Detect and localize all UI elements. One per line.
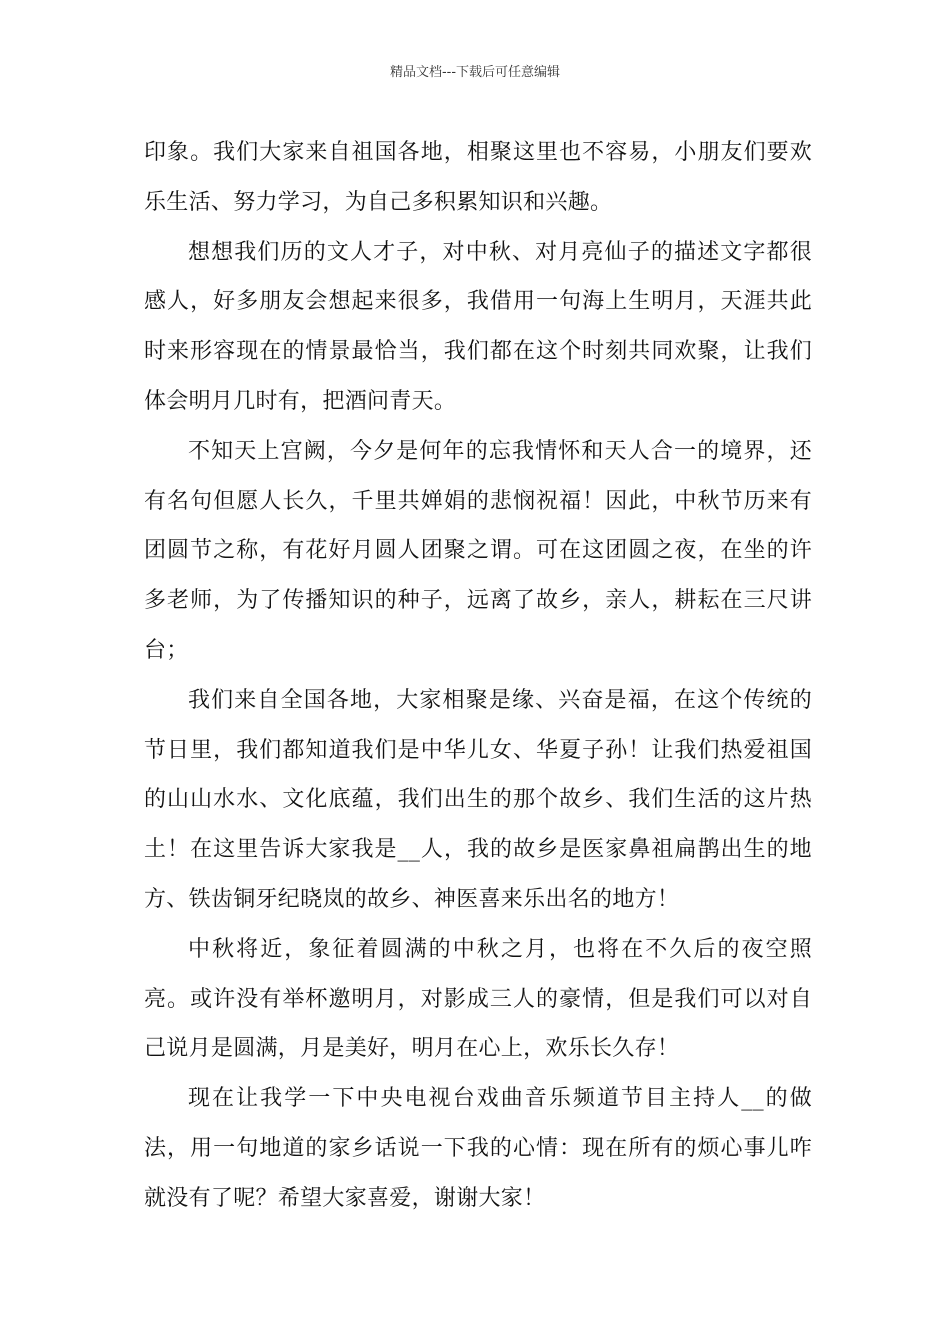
paragraph-5: 中秋将近，象征着圆满的中秋之月，也将在不久后的夜空照亮。或许没有举杯邀明月，对影成三人的豪情，但是我们可以对自己说月是圆满，月是美好，明月在心上，欢乐长久存！ [144, 936, 812, 1062]
body-text [144, 128, 812, 1224]
paragraph-2: 想想我们历的文人才子，对中秋、对月亮仙子的描述文字都很感人，好多朋友会想起来很多，我借用一句海上生明月，天涯共此时来形容现在的情景最恰当，我们都在这个时刻共同欢聚，让我们体会明月几时有，把酒问青天。 [144, 239, 812, 414]
paragraph-6: 现在让我学一下中央电视台戏曲音乐频道节目主持人__的做法，用一句地道的家乡话说一下我的心情：现在所有的烦心事儿咋就没有了呢？希望大家喜爱，谢谢大家！ [144, 1086, 812, 1211]
paragraph-4: 我们来自全国各地，大家相聚是缘、兴奋是福，在这个传统的节日里，我们都知道我们是中华儿女、华夏子孙！让我们热爱祖国的山山水水、文化底蕴，我们出生的那个故乡、我们生活的这片热土！在这里告诉大家我是__人，我的故乡是医家鼻祖扁鹊出生的地方、铁齿铜牙纪晓岚的故乡、神医喜来乐出名的地方！ [144, 687, 812, 912]
paragraph-1: 印象。我们大家来自祖国各地，相聚这里也不容易，小朋友们要欢乐生活、努力学习，为自己多积累知识和兴趣。 [144, 140, 812, 215]
page-header: 精品文档---下载后可任意编辑 [389, 65, 561, 80]
paragraph-3: 不知天上宫阙，今夕是何年的忘我情怀和天人合一的境界，还有名句但愿人长久，千里共婵娟的悲悯祝福！因此，中秋节历来有团圆节之称，有花好月圆人团聚之谓。可在这团圆之夜，在坐的许多老师，为了传播知识的种子，远离了故乡，亲人，耕耘在三尺讲台； [144, 438, 812, 663]
